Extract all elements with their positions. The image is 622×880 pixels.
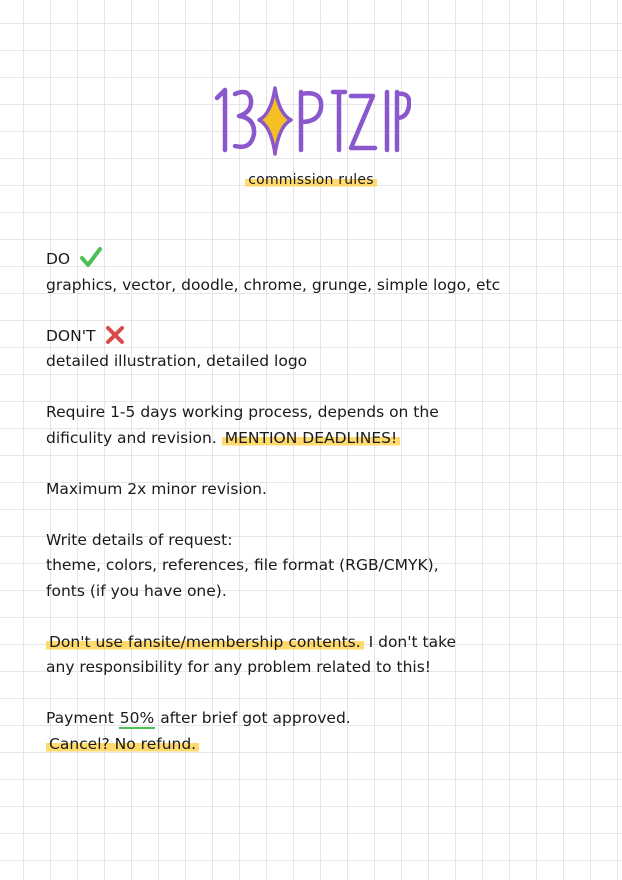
disclaimer-line-1 — [46, 630, 606, 656]
dont-heading — [46, 324, 606, 350]
payment-prefix: Payment — [46, 709, 114, 727]
do-label: DO — [46, 250, 71, 268]
check-icon — [79, 246, 103, 268]
payment-line — [46, 706, 606, 732]
dont-text: detailed illustration, detailed logo — [46, 352, 308, 370]
disclaimer-line-2: any responsibility for any problem related to this! — [46, 658, 431, 676]
rules-content — [46, 246, 606, 757]
payment-percent: 50% — [119, 709, 155, 727]
subtitle: commission rules — [245, 172, 376, 188]
process-line-2 — [46, 426, 606, 452]
revision-text: Maximum 2x minor revision. — [46, 479, 267, 498]
cancel-line — [46, 732, 606, 758]
request-line-2: theme, colors, references, file format (RGB/CMYK), — [46, 556, 439, 574]
cross-icon — [104, 325, 126, 345]
process-line-2-text: dificulity and revision. — [46, 428, 217, 447]
process-line-1: Require 1-5 days working process, depends on the — [46, 403, 439, 421]
cancel-highlight: Cancel? No refund. — [46, 735, 199, 753]
do-heading — [46, 246, 606, 273]
disclaimer-line-1-rest: I don't take — [368, 632, 457, 651]
logo-mark — [211, 82, 411, 162]
logo — [0, 82, 622, 162]
request-line-1: Write details of request: — [46, 530, 233, 549]
subtitle-wrap — [0, 172, 622, 188]
request-line-3: fonts (if you have one). — [46, 581, 227, 600]
mention-deadlines-highlight: MENTION DEADLINES! — [222, 429, 400, 447]
star-icon — [259, 88, 291, 154]
dont-label: DON'T — [46, 326, 96, 345]
payment-suffix: after brief got approved. — [160, 709, 351, 727]
disclaimer-highlight: Don't use fansite/membership contents. — [46, 633, 364, 651]
do-text: graphics, vector, doodle, chrome, grunge, simple logo, etc — [46, 275, 501, 294]
